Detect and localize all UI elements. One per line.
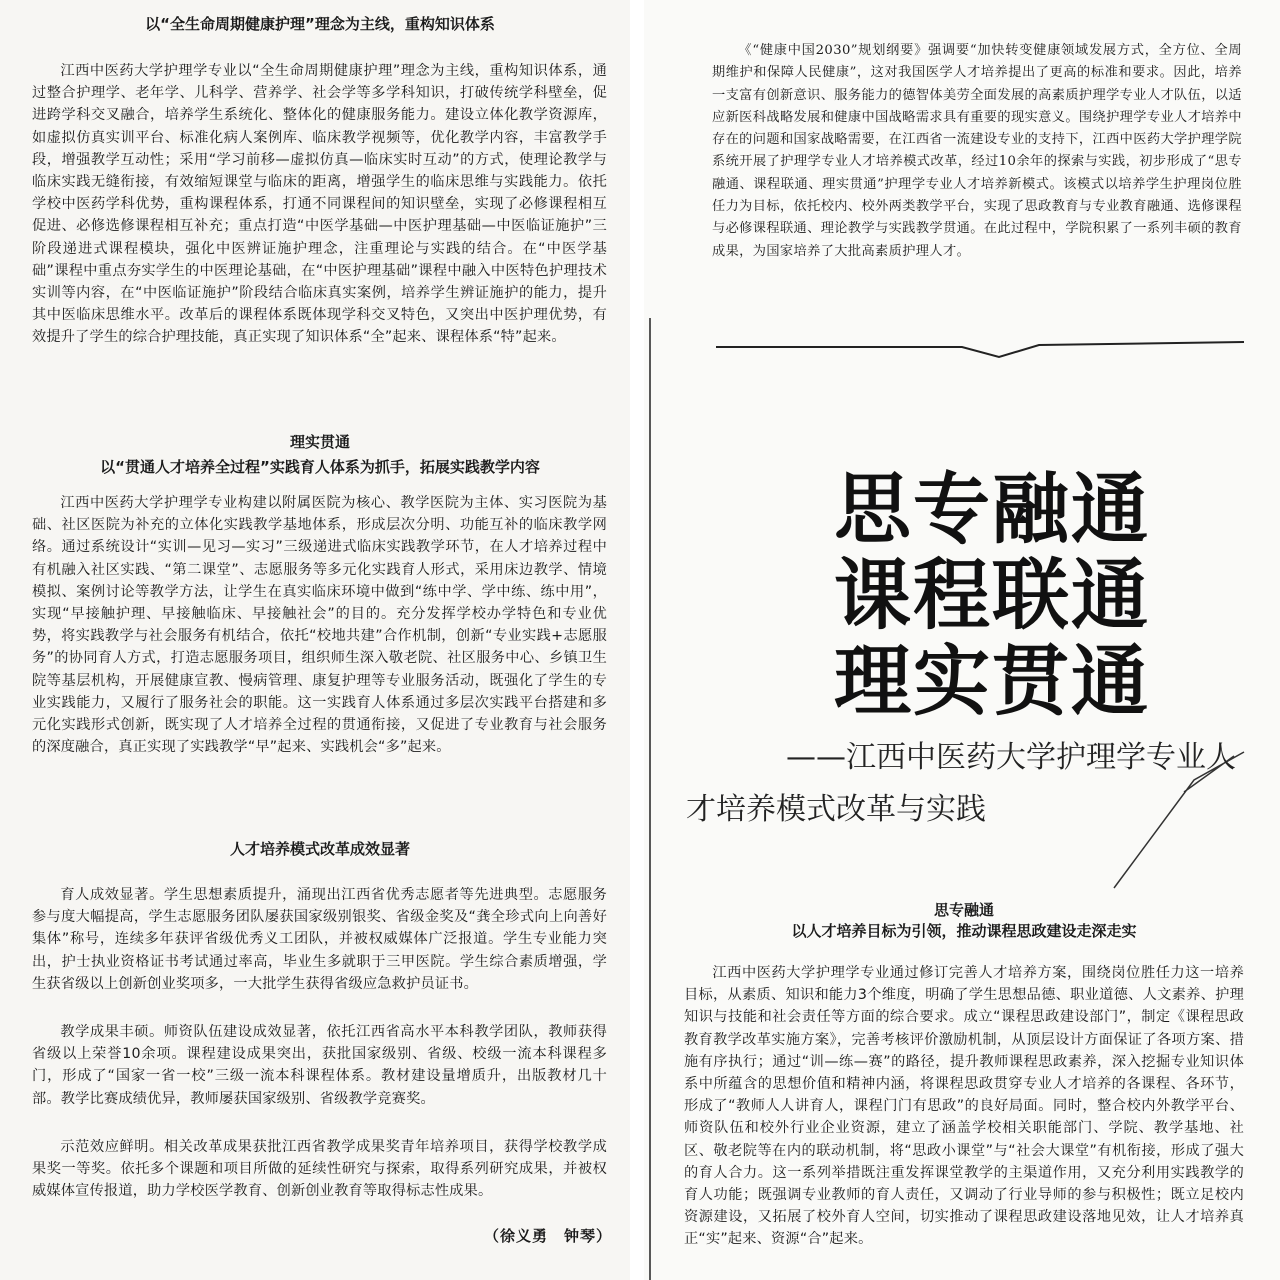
body-paragraph-demonstration-effect: 示范效应鲜明。相关改革成果获批江西省教学成果奖青年培养项目，获得学校教学成果奖一等奖。依托多个课题和项目所做的延续性研究与探索，取得系列研究成果，并被权威媒体宣传报道，助力学校医学教育、创新创业教育等取得标志性成果。 <box>32 1139 607 1200</box>
section-title-ideology-integration: 思专融通 <box>933 901 994 919</box>
author-credit: （徐义勇 钟琴） <box>483 1227 612 1245</box>
title-line-1: 思专融通 <box>834 466 1150 555</box>
section-heading-ideology-course: 以人才培养目标为引领，推动课程思政建设走深走实 <box>791 922 1137 940</box>
title-line-3: 理实贯通 <box>834 638 1150 727</box>
page-divider <box>635 0 640 1280</box>
wavy-divider-line <box>716 342 1244 357</box>
section-heading-reform-results: 人才培养模式改革成效显著 <box>229 840 410 858</box>
body-paragraph-practice-system: 江西中医药大学护理学专业构建以附属医院为核心、教学医院为主体、实习医院为基础、社区医院为补充的立体化实践教学基地体系，形成层次分明、功能互补的临床教学网络。通过系统设计“实训—见习—实习”三级递进式临床实践教学环节，在人才培养过程中有机融入社区实践、“第二课堂”、志愿服务等多元化实践育人形式，采用床边教学、情境模拟、案例讨论等教学方法，让学生在真实临床环境中做到“练中学、学中练、练中用”，实现“早接触护理、早接触临床、早接触社会”的目的。充分发挥学校办学特色和专业优势，将实践教学与社会服务有机结合，依托“校地共建”合作机制，创新“专业实践+志愿服务”的协同育人方式，打造志愿服务项目，组织师生深入敬老院、社区服务中心、乡镇卫生院等基层机构，开展健康宣教、慢病管理、康复护理等专业服务活动，既强化了学生的专业实践能力，又履行了服务社会的职能。这一实践育人体系通过多层次实践平台搭建和多元化实践形式创新，既实现了人才培养全过程的贯通衔接，又促进了专业教育与社会服务的深度融合，真正实现了实践教学“早”起来、实践机会“多”起来。 <box>32 495 607 756</box>
title-line-2: 课程联通 <box>834 552 1150 641</box>
body-paragraph-ideology-course: 江西中医药大学护理学专业通过修订完善人才培养方案，围绕岗位胜任力这一培养目标，从素质、知识和能力3个维度，明确了学生思想品德、职业道德、人文素养、护理知识与技能和社会责任等方面的综合要求。成立“课程思政建设部门”，制定《课程思政教育教学改革实施方案》，完善考核评价激励机制，从顶层设计方面保证了各项方案、措施有序执行；通过“训—练—赛”的路径，提升教师课程思政素养，深入挖掘专业知识体系中所蕴含的思想价值和精神内涵，将课程思政贯穿专业人才培养的各课程、各环节，形成了“教师人人讲育人，课程门门有思政”的良好局面。同时，整合校内外教学平台、师资队伍和校外行业企业资源，建立了涵盖学校相关职能部门、学院、教学基地、社区、敬老院等在内的联动机制，将“思政小课堂”与“社会大课堂”有机衔接，形成了强大的育人合力。这一系列举措既注重发挥课堂教学的主渠道作用，又充分利用实践教学的育人功能；既强调专业教师的育人责任，又调动了行业导师的参与积极性；既立足校内资源建设，又拓展了校外育人空间，切实推动了课程思政建设落地见效，让人才培养真正“实”起来、资源“合”起来。 <box>684 965 1244 1248</box>
section-heading-practice-system: 以“贯通人才培养全过程”实践育人体系为抓手，拓展实践教学内容 <box>100 458 540 476</box>
body-paragraph-teaching-results: 教学成果丰硕。师资队伍建设成效显著，依托江西省高水平本科教学团队，教师获得省级以上荣誉10余项。课程建设成果突出，获批国家级别、省级、校级一流本科课程多门，形成了“国家一省一校”三级一流本科课程体系。教材建设量增质升，出版教材几十部。教学比赛成绩优异，教师屡获国家级别、省级教学竞赛奖。 <box>32 1024 607 1107</box>
right-page <box>644 0 1280 1280</box>
section-title-theory-practice: 理实贯通 <box>289 433 350 451</box>
left-page <box>0 0 630 1280</box>
section-heading-knowledge-system: 以“全生命周期健康护理”理念为主线，重构知识体系 <box>145 15 495 33</box>
body-paragraph-knowledge-system: 江西中医药大学护理学专业以“全生命周期健康护理”理念为主线，重构知识体系，通过整合护理学、老年学、儿科学、营养学、社会学等多学科知识，打破传统学科壁垒，促进跨学科交叉融合，培养学生系统化、整体化的健康服务能力。建设立体化教学资源库，如虚拟仿真实训平台、标准化病人案例库、临床教学视频等，优化教学内容，丰富教学手段，增强教学互动性；采用“学习前移—虚拟仿真—临床实时互动”的方式，使理论教学与临床实践无缝衔接，有效缩短课堂与临床的距离，增强学生的临床思维与实践能力。依托学校中医药学科优势，重构课程体系，打通不同课程间的知识壁垒，实现了必修课程相互促进、必修选修课程相互补充；重点打造“中医学基础—中医护理基础—中医临证施护”三阶段递进式课程模块，强化中医辨证施护理念，注重理论与实践的结合。在“中医学基础”课程中重点夯实学生的中医理论基础，在“中医护理基础”课程中融入中医特色护理技术实训等内容，在“中医临证施护”阶段结合临床真实案例，培养学生辨证施护的能力，提升其中医临床思维水平。改革后的课程体系既体现学科交叉特色，又突出中医护理优势，有效提升了学生的综合护理技能，真正实现了知识体系“全”起来、课程体系“特”起来。 <box>32 63 607 346</box>
body-paragraph-education-results: 育人成效显著。学生思想素质提升，涌现出江西省优秀志愿者等先进典型。志愿服务参与度大幅提高，学生志愿服务团队屡获国家级别银奖、省级金奖及“龚全珍式向上向善好集体”称号，连续多年获评省级优秀义工团队，并被权威媒体广泛报道。学生专业能力突出，护士执业资格证书考试通过率高，毕业生多就职于三甲医院。学生综合素质增强，学生获省级以上创新创业奖项多，一大批学生获得省级应急救护员证书。 <box>32 887 607 992</box>
article-main-title <box>834 468 1150 726</box>
article-subtitle: ——江西中医药大学护理学专业人才培养模式改革与实践 <box>686 740 1236 827</box>
intro-paragraph: 《“健康中国2030”规划纲要》强调要“加快转变健康领域发展方式，全方位、全周期维护和保障人民健康”，这对我国医学人才培养提出了更高的标准和要求。因此，培养一支富有创新意识、服务能力的德智体美劳全面发展的高素质护理学专业人才队伍，以适应新医科战略发展和健康中国战略需求具有重要的现实意义。围绕护理学专业人才培养中存在的问题和国家战略需要，在江西省一流建设专业的支持下，江西中医药大学护理学院系统开展了护理学专业人才培养模式改革，经过10余年的探索与实践，初步形成了“思专融通、课程联通、理实贯通”护理学专业人才培养新模式。该模式以培养学生护理岗位胜任力为目标，依托校内、校外两类教学平台，实现了思政教育与专业教育融通、选修课程与必修课程联通、理论教学与实践教学贯通。在此过程中，学院积累了一系列丰硕的教育成果，为国家培养了大批高素质护理人才。 <box>712 43 1242 259</box>
